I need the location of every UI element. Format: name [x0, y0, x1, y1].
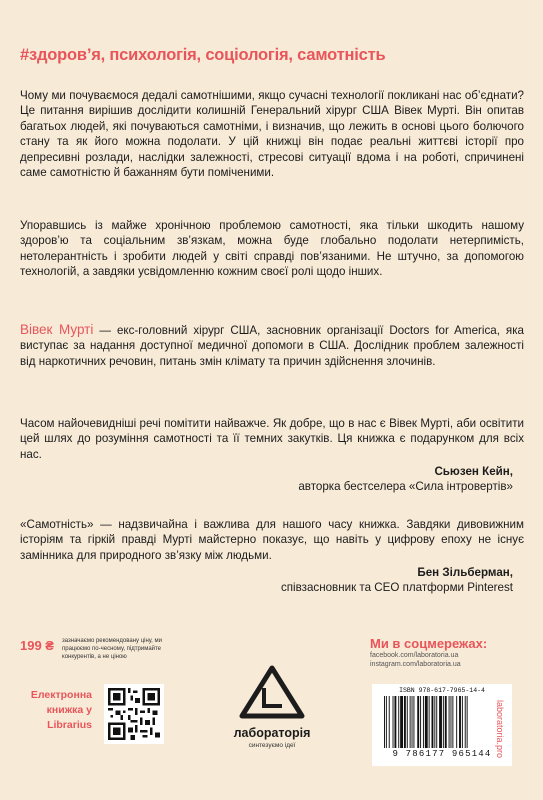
barcode-bar	[407, 696, 408, 748]
blurb-signature-1	[33, 464, 513, 495]
barcode-bar	[443, 696, 444, 748]
blurb-author-name-1: Сьюзен Кейн,	[434, 465, 513, 478]
blurb-quote-1: Часом найочевидніші речі помітити найважче. Як добре, що в нас є Вівек Мурті, аби освітити цей шлях до розуміння самотності та її темних закутків. Ця книжка є подарунком для всіх нас.	[20, 417, 524, 461]
author-bio-text: — екс-головний хірург США, засновник організації Doctors for America, яка виступає за надання доступної медичної допомоги в США. Дослідник проблем залежності від наркотичних речовин, питань змін клімату та причин здійснення злочинів.	[20, 324, 524, 368]
blurb-author-role-2: співзасновник та CEO платформи Pinterest	[280, 581, 513, 595]
barcode-bar	[410, 696, 411, 748]
barcode-bar	[434, 696, 435, 748]
ean-number: 9 786177 965144	[392, 749, 492, 759]
blurb-author-name-2: Бен Зільберман,	[417, 566, 513, 579]
publisher-site[interactable]: laboratoria.pro	[495, 700, 505, 759]
author-bio	[20, 322, 524, 369]
barcode-bar	[459, 696, 461, 748]
barcode-bar	[425, 696, 428, 748]
barcode-bar	[404, 696, 406, 748]
barcode-bar	[394, 696, 396, 748]
social-title: Ми в соцмережах:	[370, 636, 488, 651]
barcode-bar	[429, 696, 430, 748]
social-link-instagram[interactable]: instagram.com/laboratoria.ua	[370, 661, 461, 668]
social-link-facebook[interactable]: facebook.com/laboratoria.ua	[370, 652, 459, 659]
barcode-bar	[400, 696, 403, 748]
price-note: зазначаємо рекомендовану ціну, ми працюємо по-чесному, підтримайте конкурентів, а не ціною	[62, 638, 162, 660]
qr-code-icon[interactable]	[104, 684, 164, 744]
barcode-bar	[412, 696, 413, 748]
blurb-author-role-1: авторка бестселера «Сила інтровертів»	[298, 480, 513, 494]
price: 199 ₴	[20, 638, 54, 653]
ebook-label: Електронна книжка у Librarius	[30, 689, 92, 731]
barcode-bar	[436, 696, 437, 748]
barcode-bar	[445, 696, 447, 748]
barcode-icon	[372, 684, 512, 766]
publisher-tagline: синтезуємо ідеї	[248, 742, 296, 749]
description-paragraph-1: Чому ми почуваємося дедалі самотнішими, якщо сучасні технології покликані нас об’єднати? Це питання вирішив дослідити колишній Генеральний хірург США Вівек Мурті. Він опитав багатьох людей, які почуваються самотніми, і визначив, що лежить в основі цього болючого стану та як його можна подолати. У цій книжці він подає реальні життєві історії про депресивні розлади, наслідки залежності, стресові ситуації вдома і на роботі, спричинені саме самотністю й бажанням бути поміченими.	[20, 89, 524, 180]
barcode-bar	[467, 696, 468, 748]
barcode-bar	[398, 696, 399, 748]
barcode-bar	[432, 696, 434, 748]
barcode-bar	[393, 696, 394, 748]
barcode-bar	[420, 696, 421, 748]
blurb-quote-2: «Самотність» — надзвичайна і важлива для нашого часу книжка. Завдяки дивовижним історіям та гіркій правді Мурті майстерно показує, що навіть у цифрову епоху не існує замінника для природного зв’язку між людьми.	[20, 518, 524, 562]
barcode-bar	[417, 696, 419, 748]
isbn-text: ISBN 978-617-7965-14-4	[399, 687, 485, 694]
barcode-bar	[423, 696, 424, 748]
laboratoria-logo-icon	[236, 664, 308, 724]
barcode-bars	[382, 696, 502, 748]
barcode-bar	[439, 696, 442, 748]
barcode-bar	[456, 696, 457, 748]
author-name: Вівек Мурті	[20, 322, 94, 337]
barcode-bar	[451, 696, 452, 748]
genre-tags: #здоров’я, психологія, соціологія, самотність	[20, 46, 386, 64]
barcode-bar	[384, 696, 385, 748]
publisher-name: лабораторія	[233, 726, 311, 740]
barcode-bar	[462, 696, 463, 748]
barcode-bar	[465, 696, 466, 748]
barcode-bar	[413, 696, 414, 748]
barcode-bar	[449, 696, 450, 748]
description-paragraph-2: Упоравшись із майже хронічною проблемою самотності, яка тільки шкодить нашому здоров’ю та соціальним зв’язкам, можна буде глобально подолати нетерпимість, нетолерантність і зробити людей у світі справді пов’язаними. Не штучно, за допомогою технологій, а завдяки усвідомленню кожним своєї ролі щодо інших.	[20, 219, 524, 279]
blurb-signature-2	[33, 565, 513, 596]
barcode-bar	[452, 696, 453, 748]
barcode-bar	[386, 696, 387, 748]
barcode-bar	[389, 696, 390, 748]
